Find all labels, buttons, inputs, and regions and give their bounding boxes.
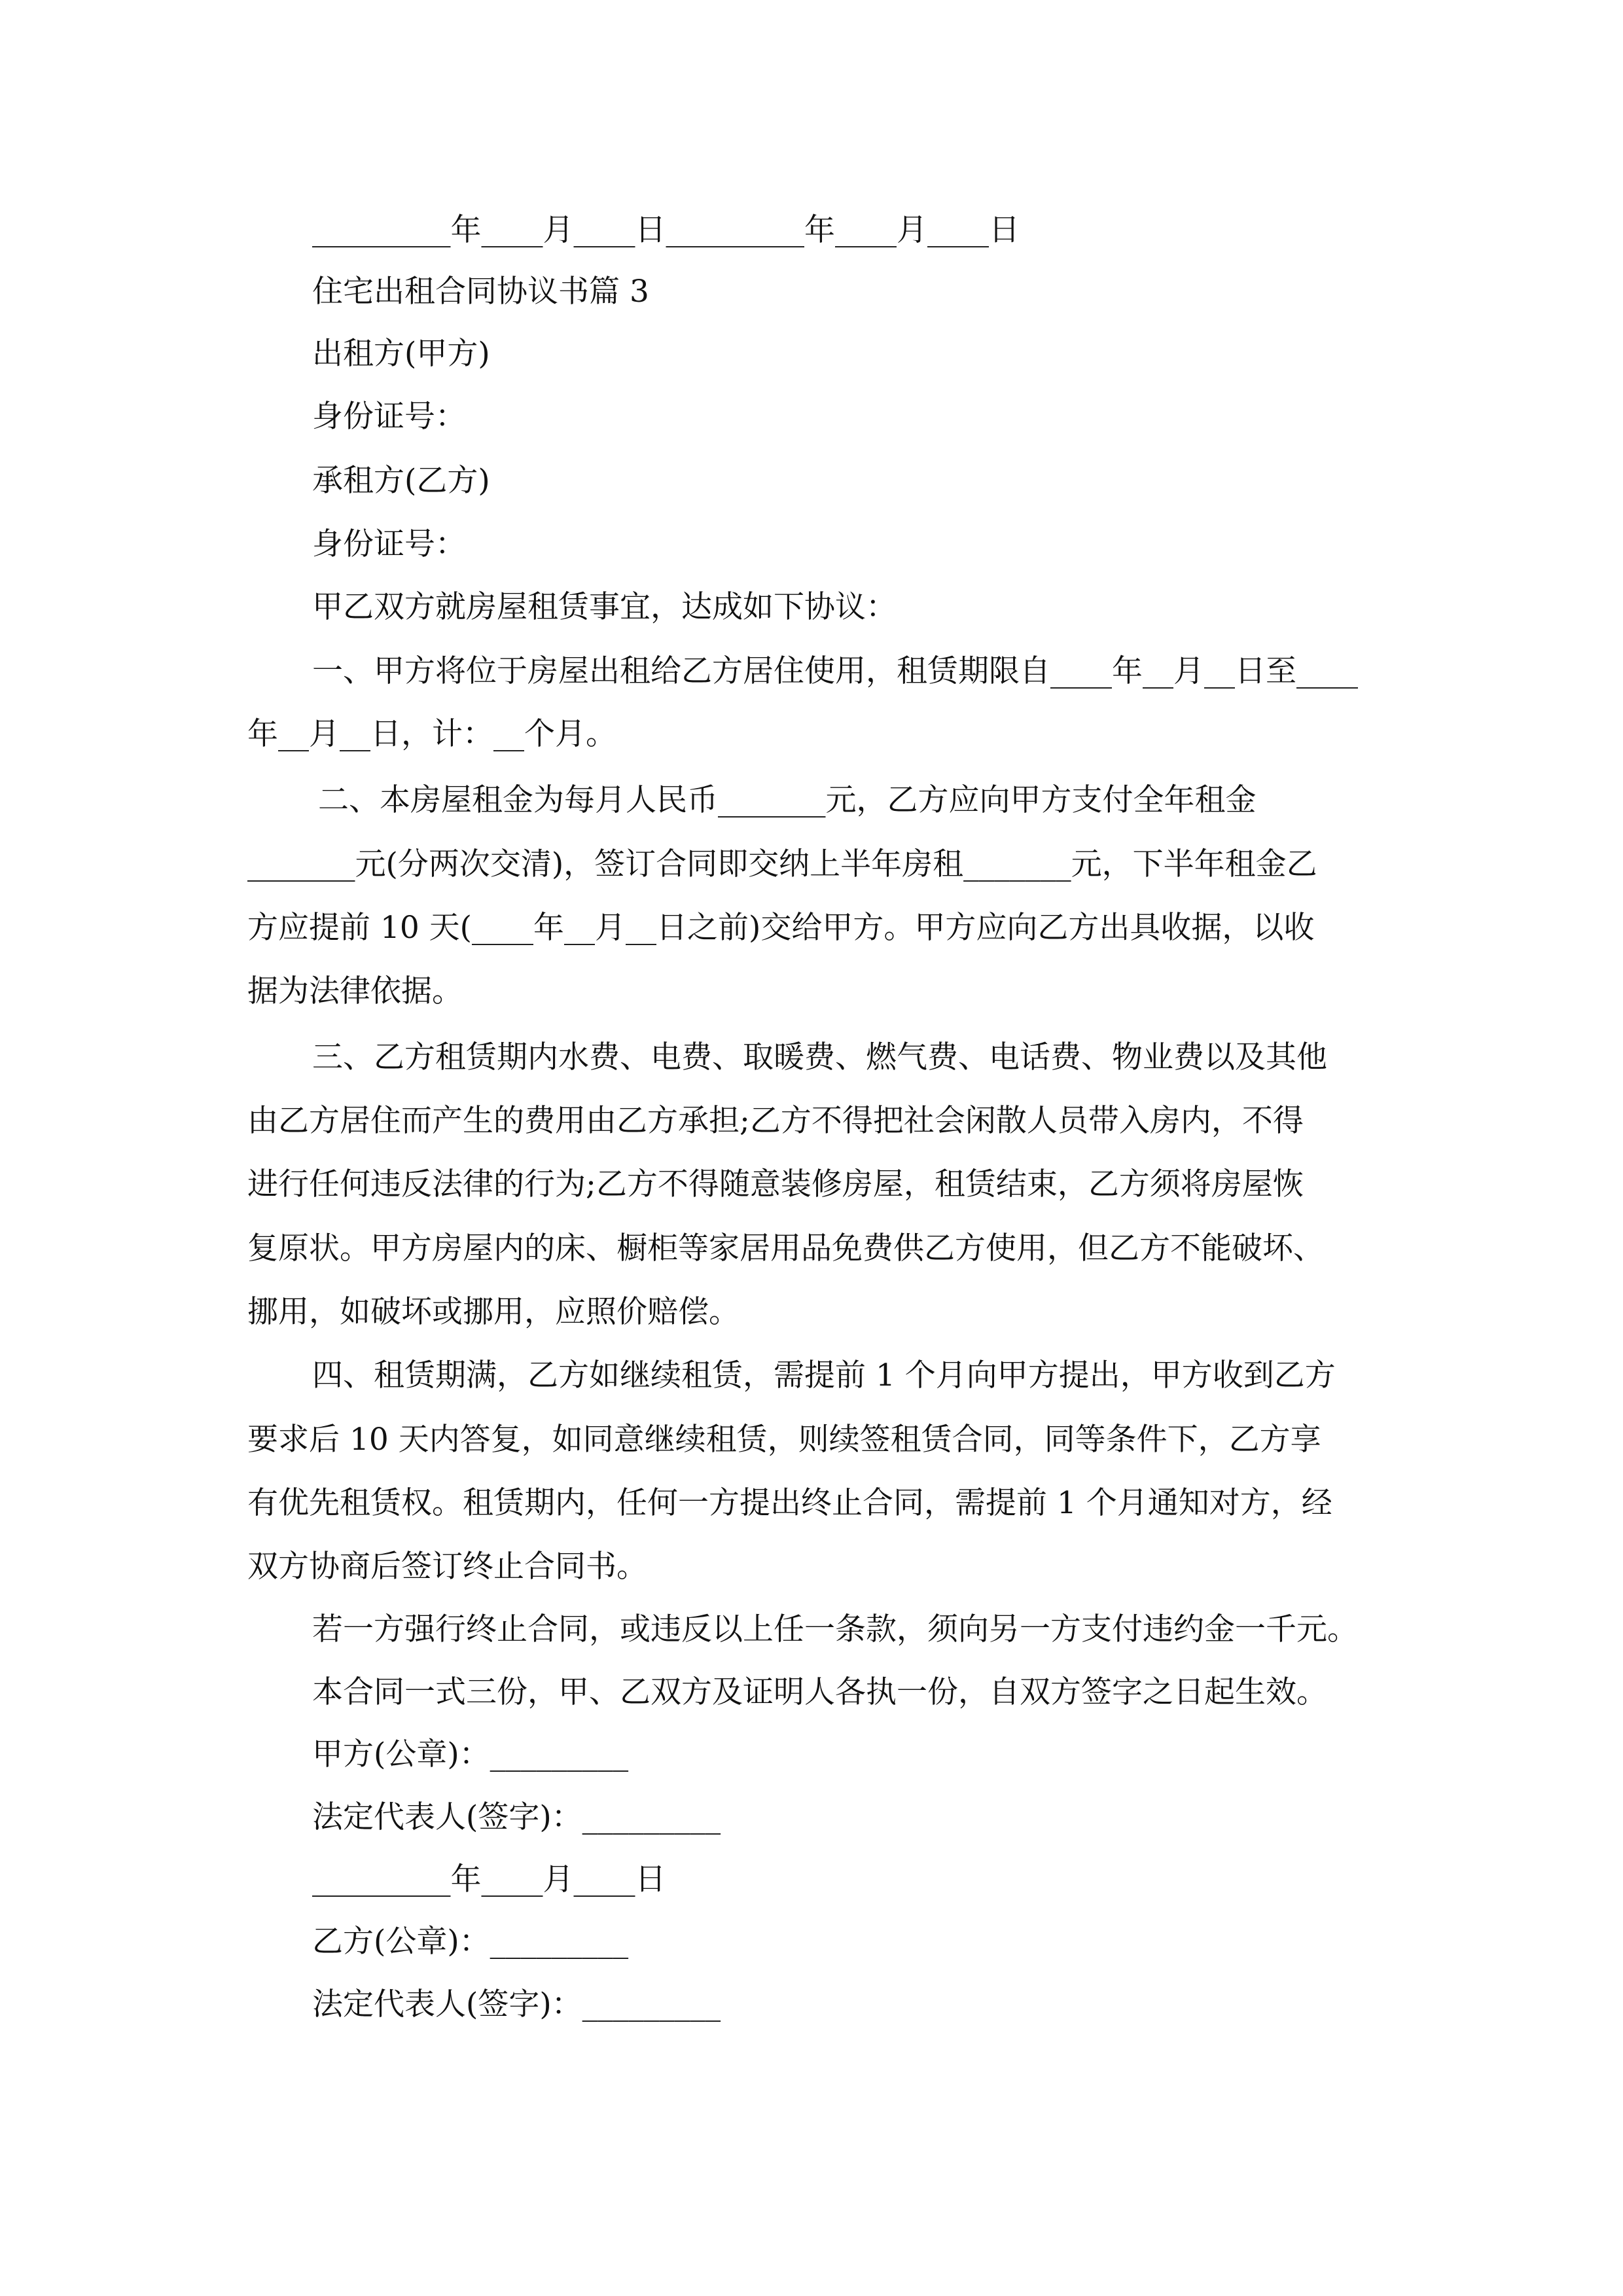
- clause-3-line-4: 复原状。甲方房屋内的床、橱柜等家居用品免费供乙方使用，但乙方不能破坏、: [247, 1230, 1324, 1266]
- clause-4-line-2: 要求后 10 天内答复，如同意继续租赁，则续签租赁合同，同等条件下，乙方享: [247, 1422, 1321, 1458]
- clause-2-line-4: 据为法律依据。: [247, 973, 463, 1009]
- lessee-id-label: 身份证号：: [312, 526, 466, 562]
- clause-4-line-3: 有优先租赁权。租赁期内，任何一方提出终止合同，需提前 1 个月通知对方，经: [247, 1485, 1332, 1521]
- clause-2-line-3: 方应提前 10 天(____年__月__日之前)交给甲方。甲方应向乙方出具收据，以收: [247, 910, 1315, 946]
- signature-date-line: _________年____月____日_________年____月____日: [312, 212, 1020, 248]
- party-a-seal: 甲方(公章)：_________: [312, 1736, 629, 1772]
- clause-3-line-1: 三、乙方租赁期内水费、电费、取暖费、燃气费、电话费、物业费以及其他: [312, 1039, 1327, 1075]
- clause-4-line-1: 四、租赁期满，乙方如继续租赁，需提前 1 个月向甲方提出，甲方收到乙方: [312, 1357, 1336, 1393]
- clause-3-line-5: 挪用，如破坏或挪用，应照价赔偿。: [247, 1294, 740, 1330]
- lessor-label: 出租方(甲方): [312, 336, 490, 372]
- clause-2-line-1: 二、本房屋租金为每月人民币_______元，乙方应向甲方支付全年租金: [318, 782, 1257, 818]
- clause-1-line-2: 年__月__日，计：__个月。: [247, 716, 616, 752]
- party-b-representative: 法定代表人(签字)：_________: [312, 1986, 721, 2022]
- lessee-label: 承租方(乙方): [312, 463, 490, 499]
- lessor-id-label: 身份证号：: [312, 399, 466, 435]
- copies-clause: 本合同一式三份，甲、乙双方及证明人各执一份，自双方签字之日起生效。: [312, 1674, 1327, 1710]
- party-a-date: _________年____月____日: [312, 1861, 666, 1897]
- section-title: 住宅出租合同协议书篇 3: [312, 274, 649, 310]
- clause-3-line-3: 进行任何违反法律的行为;乙方不得随意装修房屋，租赁结束，乙方须将房屋恢: [247, 1166, 1304, 1202]
- party-b-seal: 乙方(公章)：_________: [312, 1924, 629, 1960]
- clause-3-line-2: 由乙方居住而产生的费用由乙方承担;乙方不得把社会闲散人员带入房内，不得: [247, 1103, 1304, 1139]
- party-a-representative: 法定代表人(签字)：_________: [312, 1799, 721, 1835]
- clause-1-line-1: 一、甲方将位于房屋出租给乙方居住使用，租赁期限自____年__月__日至____: [312, 653, 1358, 689]
- breach-clause: 若一方强行终止合同，或违反以上任一条款，须向另一方支付违约金一千元。: [312, 1611, 1358, 1647]
- clause-2-line-2: _______元(分两次交清)，签订合同即交纳上半年房租_______元，下半年租金乙: [247, 846, 1317, 882]
- clause-4-line-4: 双方协商后签订终止合同书。: [247, 1549, 647, 1585]
- agreement-intro: 甲乙双方就房屋租赁事宜，达成如下协议：: [312, 589, 897, 625]
